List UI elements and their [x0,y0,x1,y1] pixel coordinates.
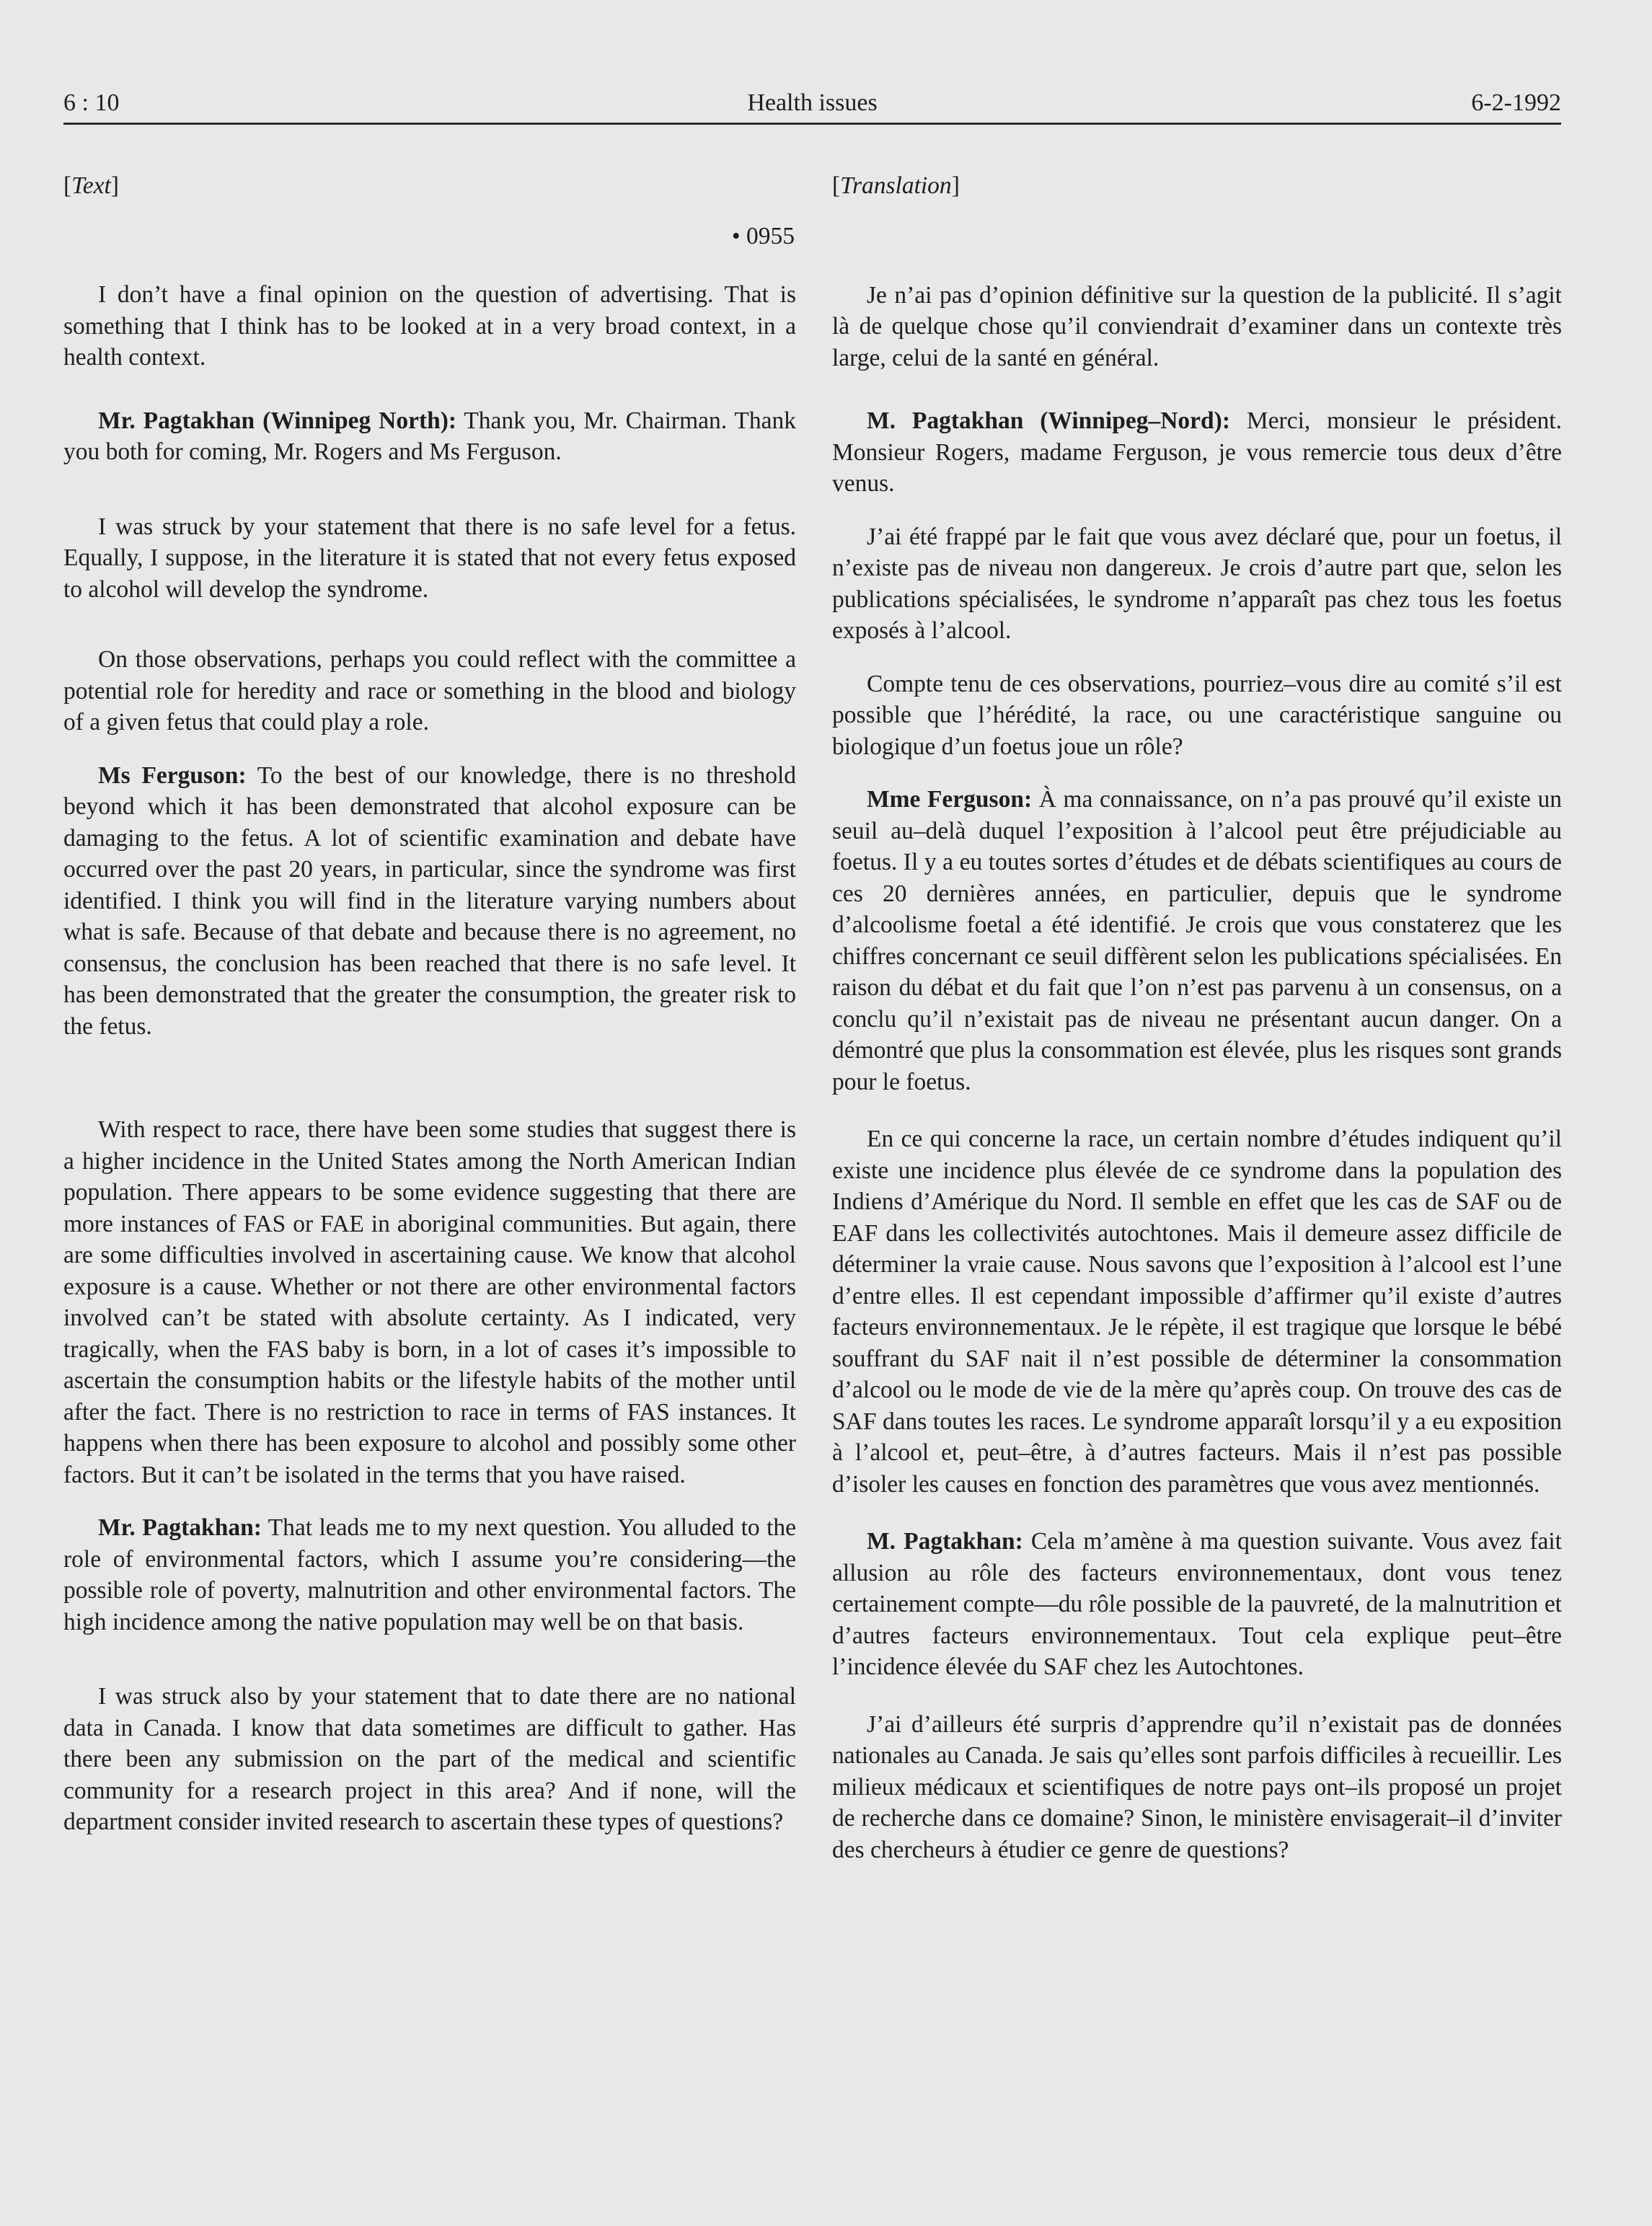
paragraph: J’ai d’ailleurs été surpris d’apprendre qu’il n’existait pas de données nationales au Canada. Je sais qu’elles sont parfois difficiles à recueillir. Les milieux médicaux et scientifiques de notre pays ont–ils proposé un projet de recherche dans ce domaine? Sinon, le ministère envisagerait–il d’inviter des chercheurs à étudier ce genre de questions? [832,1710,1562,1863]
paragraph: Mr. Pagtakhan (Winnipeg North): Thank you, Mr. Chairman. Thank you both for coming, Mr. Rogers and Ms Ferguson. [63,407,796,465]
paragraph: En ce qui concerne la race, un certain nombre d’études indiquent qu’il existe une incidence plus élevée de ce syndrome dans la population des Indiens d’Amérique du Nord. Il semble en effet que les cas de SAF ou de EAF dans les collectivités autochtones. Mais il demeure assez difficile de déterminer la vraie cause. Nous savons que l’exposition à l’alcool est l’une d’entre elles. Il est cependant impossible d’affirmer qu’il existe d’autres facteurs environnementaux. Je le répète, il est tragique que lorsque le bébé souffrant du SAF nait il n’est possible de déterminer la consommation d’alcool ou le mode de vie de la mère qu’après coup. On trouve des cas de SAF dans toutes les races. Le syndrome apparaît lorsqu’il y a eu exposition à l’alcool et, peut–être, à d’autres facteurs. Mais il n’est pas possible d’isoler les causes en fonction des paramètres que vous avez mentionnés. [832,1126,1562,1498]
running-title: Health issues [747,89,878,116]
page-number: 6 : 10 [63,89,120,116]
paragraph: Mr. Pagtakhan: That leads me to my next question. You alluded to the role of environmental factors, which I assume you’re considering—the possible role of poverty, malnutrition and other environmental factors. The high incidence among the native population may well be on that basis. [63,1514,796,1635]
translation-tag: [Translation] [832,172,960,199]
timestamp-marker: • 0955 [731,222,795,249]
paragraph: M. Pagtakhan: Cela m’amène à ma question suivante. Vous avez fait allusion au rôle des facteurs environnementaux, dont vous tenez certainement compte—du rôle possible de la pauvreté, de la malnutrition et d’autres facteurs environnementaux. Tout cela explique peut–être l’incidence élevée du SAF chez les Autochtones. [832,1528,1562,1680]
speaker-name: M. Pagtakhan (Winnipeg–Nord): [867,407,1230,434]
paragraph: J’ai été frappé par le fait que vous avez déclaré que, pour un foetus, il n’existe pas de niveau non dangereux. Je crois d’autre part que, selon les publications spécialisées, le syndrome n’apparaît pas chez tous les foetus exposés à l’alcool. [832,523,1562,644]
paragraph: Compte tenu de ces observations, pourriez–vous dire au comité s’il est possible que l’hérédité, la race, ou une caractéristique sanguine ou biologique d’un foetus joue un rôle? [832,670,1562,760]
paragraph: I don’t have a final opinion on the question of advertising. That is something that I think has to be looked at in a very broad context, in a health context. [63,281,796,371]
paragraph: Mme Ferguson: À ma connaissance, on n’a pas prouvé qu’il existe un seuil au–delà duquel l’exposition à l’alcool peut être préjudiciable au foetus. Il y a eu toutes sortes d’études et de débats scientifiques au cours de ces 20 dernières années, en particulier, depuis que le syndrome d’alcoolisme foetal a été identifié. Je crois que vous constaterez que les chiffres concernant ce seuil diffèrent selon les publications spécialisées. En raison du débat et du fait que l’on n’est pas parvenu à un consensus, on a conclu qu’il n’existait pas de niveau ne présentant aucun danger. On a démontré que plus la consommation est élevée, plus les risques sont grands pour le foetus. [832,786,1562,1095]
paragraph: M. Pagtakhan (Winnipeg–Nord): Merci, monsieur le président. Monsieur Rogers, madame Ferguson, je vous remercie tous deux d’être venus. [832,407,1562,497]
english-column [63,170,796,1838]
paragraph: I was struck by your statement that there is no safe level for a fetus. Equally, I suppose, in the literature it is stated that not every fetus exposed to alcohol will develop the syndrome. [63,513,796,603]
paragraph: I was struck also by your statement that to date there are no national data in Canada. I know that data sometimes are difficult to gather. Has there been any submission on the part of the medical and scientific community for a research project in this area? And if none, will the department consider invited research to ascertain these types of questions? [63,1683,796,1835]
speaker-name: Ms Ferguson: [98,761,247,789]
speaker-name: M. Pagtakhan: [867,1528,1023,1555]
page-header [63,85,1561,125]
text-tag: [Text] [63,172,119,199]
paragraph: Je n’ai pas d’opinion définitive sur la question de la publicité. Il s’agit là de quelque chose qu’il conviendrait d’examiner dans un contexte très large, celui de la santé en général. [832,281,1562,371]
header-date: 6-2-1992 [1471,89,1561,116]
speaker-name: Mr. Pagtakhan (Winnipeg North): [98,407,457,434]
french-column [832,170,1562,1865]
speaker-name: Mr. Pagtakhan: [98,1514,262,1541]
paragraph: Ms Ferguson: To the best of our knowledge, there is no threshold beyond which it has been demonstrated that alcohol exposure can be damaging to the fetus. A lot of scientific examination and debate have occurred over the past 20 years, in particular, since the syndrome was first identified. I think you will find in the literature varying numbers about what is safe. Because of that debate and because there is no agreement, no consensus, the conclusion has been reached that there is no safe level. It has been demonstrated that the greater the consumption, the greater risk to the fetus. [63,761,797,1040]
paragraph: With respect to race, there have been some studies that suggest there is a higher incidence in the United States among the North American Indian population. There appears to be some evidence suggesting that there are more instances of FAS or FAE in aboriginal communities. But again, there are some difficulties involved in ascertaining cause. We know that alcohol exposure is a cause. Whether or not there are other environmental factors involved can’t be stated with absolute certainty. As I indicated, very tragically, when the FAS baby is born, in a lot of cases it’s impossible to ascertain the consumption habits or the lifestyle habits of the mother until after the fact. There is no restriction to race in terms of FAS instances. It happens when there has been exposure to alcohol and possibly some other factors. But it can’t be isolated in the terms that you have raised. [63,1116,796,1488]
speaker-name: Mme Ferguson: [867,786,1033,813]
paragraph: On those observations, perhaps you could reflect with the committee a potential role for heredity and race or something in the blood and biology of a given fetus that could play a role. [63,646,796,736]
